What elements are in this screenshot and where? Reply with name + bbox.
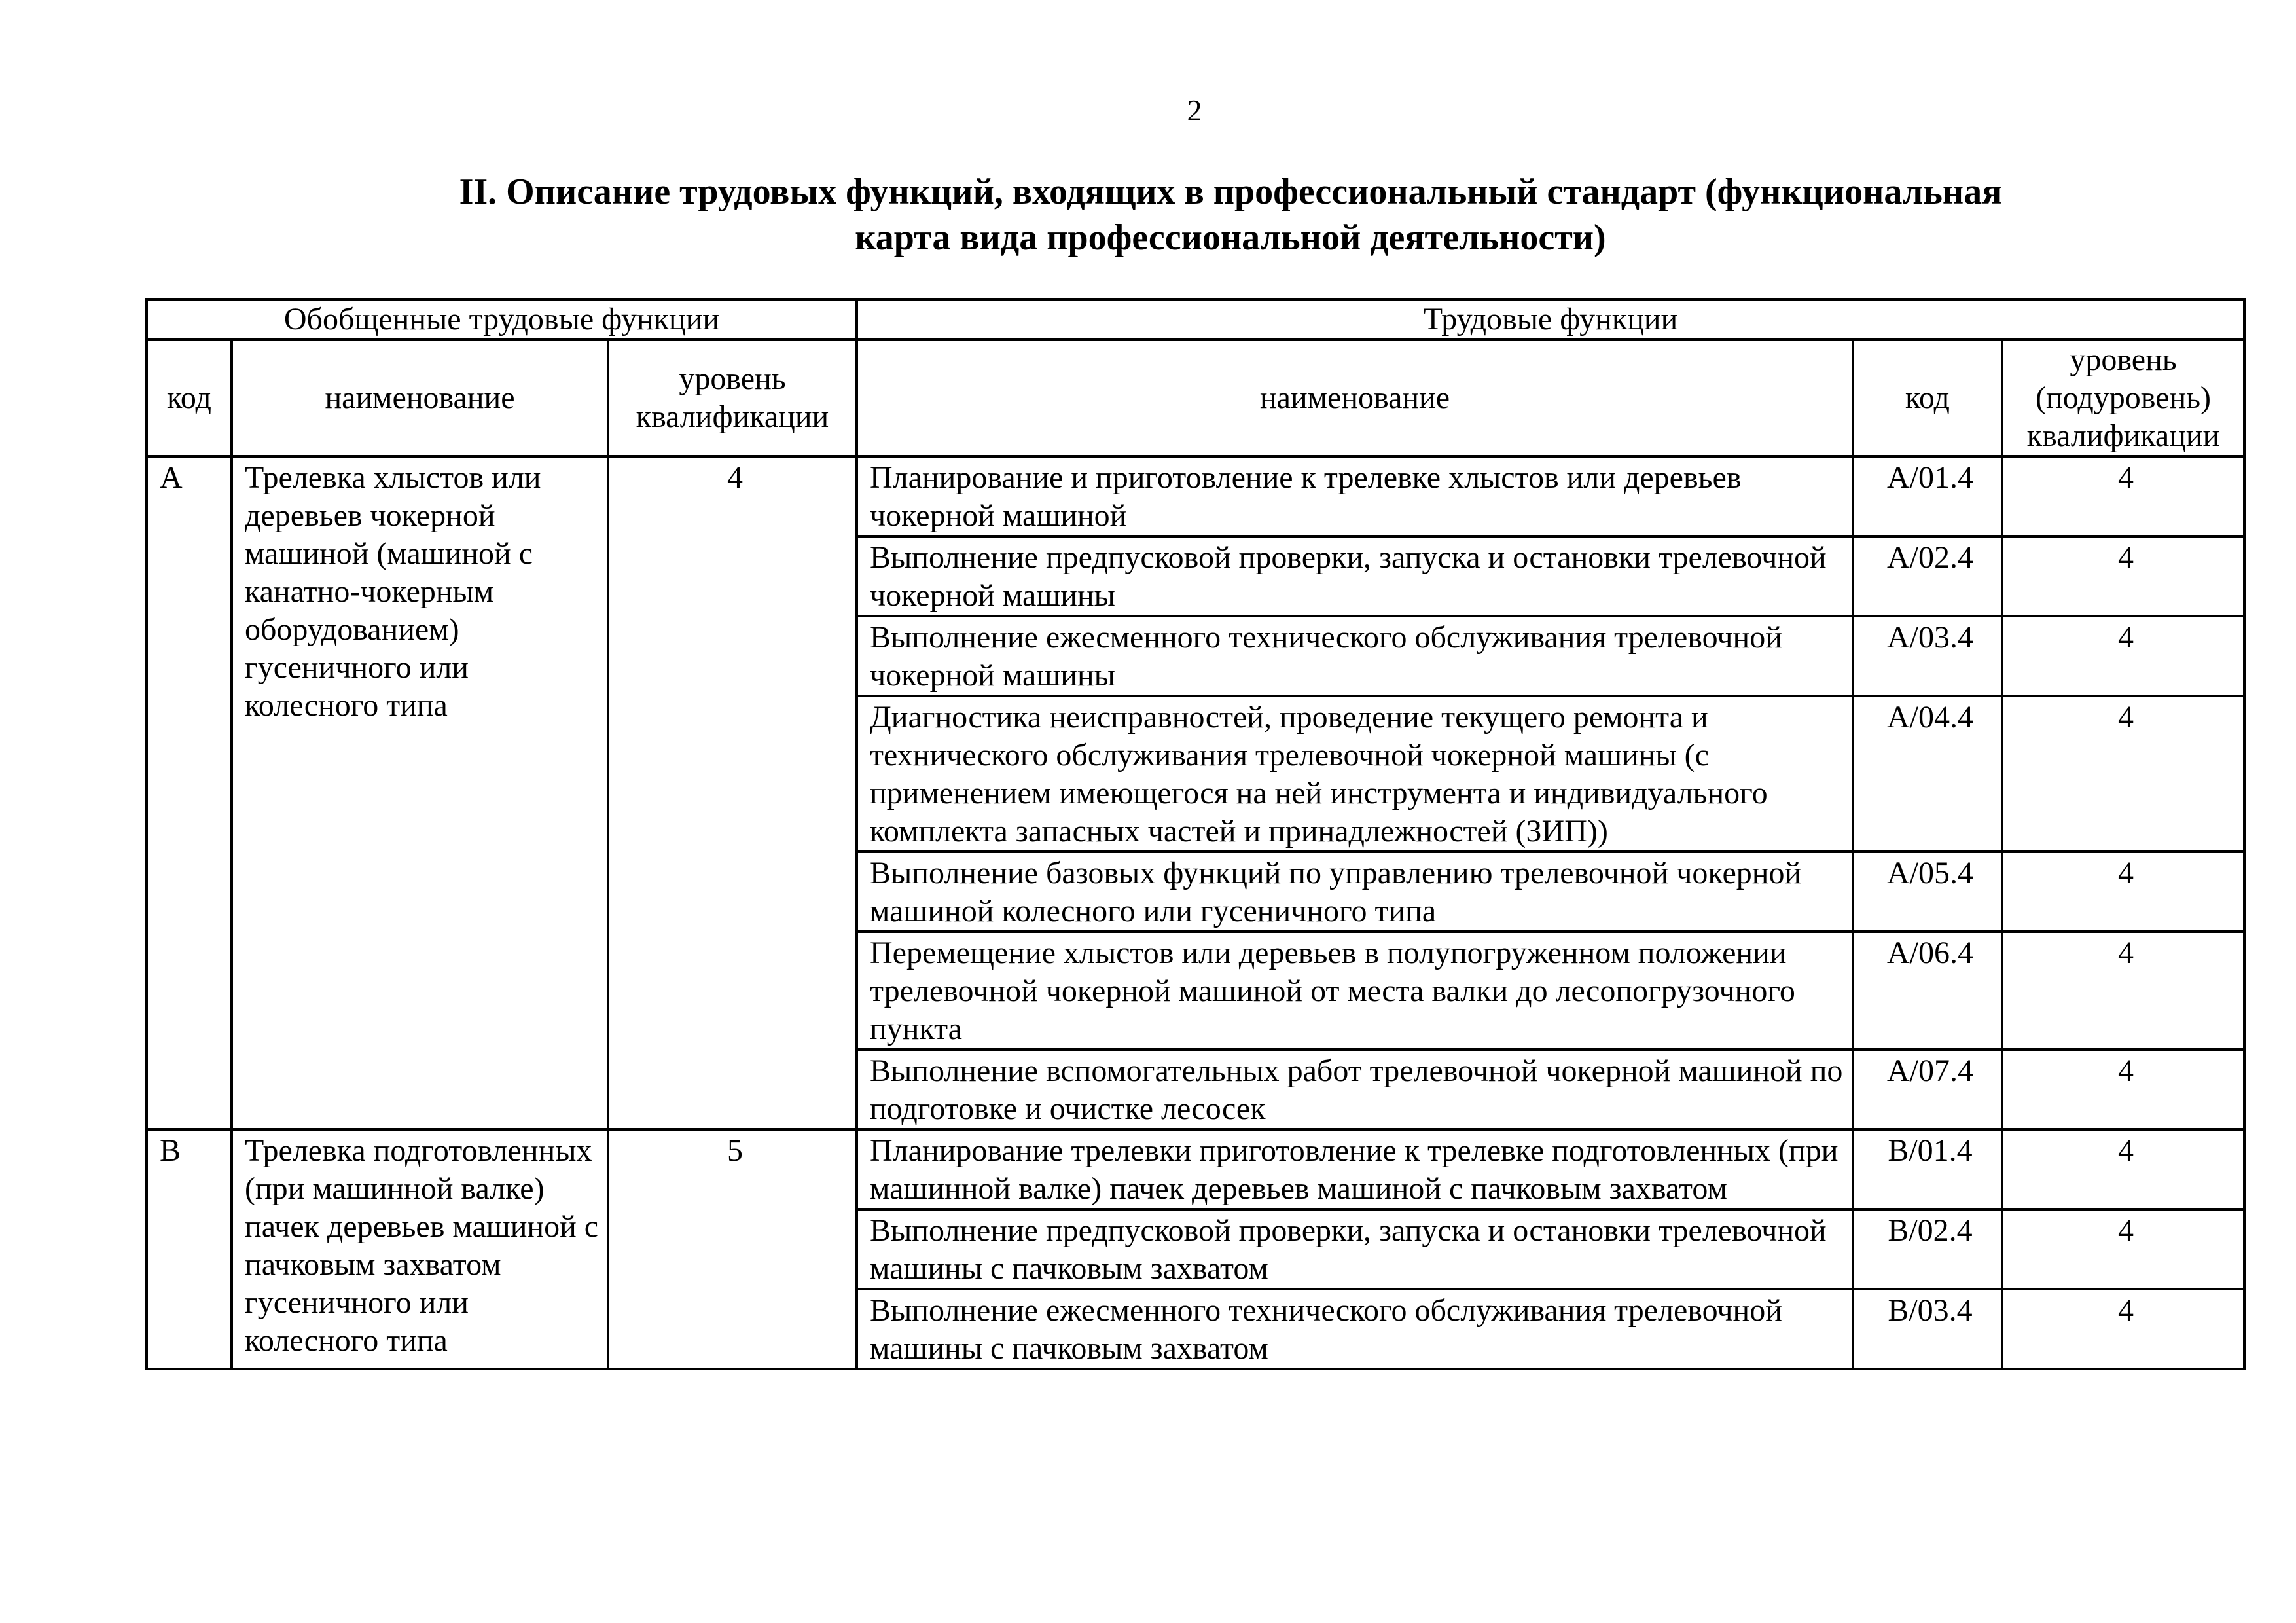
tf-code: В/02.4 [1853,1209,2002,1289]
gtf-level: 5 [608,1129,857,1369]
tf-level: 4 [2002,852,2244,932]
tf-level: 4 [2002,1049,2244,1129]
tf-code: А/05.4 [1853,852,2002,932]
tf-level: 4 [2002,1209,2244,1289]
col-header-code: код [147,340,232,456]
tf-level: 4 [2002,696,2244,852]
tf-name: Выполнение ежесменного технического обслуживания трелевочной чокерной машины [857,616,1853,696]
section-title [353,169,2108,261]
tf-level: 4 [2002,536,2244,616]
tf-code: А/03.4 [1853,616,2002,696]
tf-name: Диагностика неисправностей, проведение текущего ремонта и технического обслуживания трелевочной чокерной машины (с применением имеющегося на ней инструмента и индивидуального комплекта запасных частей и принадлежностей (ЗИП)) [857,696,1853,852]
tf-name: Выполнение ежесменного технического обслуживания трелевочной машины с пачковым захватом [857,1289,1853,1369]
functional-map-table [145,298,2246,1370]
generalized-functions-header: Обобщенные трудовые функции [147,299,857,340]
tf-name: Выполнение предпусковой проверки, запуска и остановки трелевочной машины с пачковым захватом [857,1209,1853,1289]
tf-level: 4 [2002,932,2244,1049]
tf-code: А/07.4 [1853,1049,2002,1129]
col-header-tf-name: наименование [857,340,1853,456]
gtf-name: Трелевка подготовленных (при машинной валке) пачек деревьев машиной с пачковым захватом гусеничного или колесного типа [232,1129,608,1369]
tf-level: 4 [2002,1129,2244,1209]
tf-name: Выполнение предпусковой проверки, запуска и остановки трелевочной чокерной машины [857,536,1853,616]
gtf-name: Трелевка хлыстов или деревьев чокерной машиной (машиной с канатно-чокерным оборудованием) гусеничного или колесного типа [232,456,608,1129]
tf-name: Перемещение хлыстов или деревьев в полупогруженном положении трелевочной чокерной машиной от места валки до лесопогрузочного пункта [857,932,1853,1049]
gtf-code: В [147,1129,232,1369]
tf-code: В/01.4 [1853,1129,2002,1209]
col-header-name: наименование [232,340,608,456]
col-header-level: уровень квалификации [608,340,857,456]
section-title-line-1: II. Описание трудовых функций, входящих в профессиональный стандарт (функциональная [459,172,2002,212]
labor-functions-header: Трудовые функции [857,299,2244,340]
tf-code: А/01.4 [1853,456,2002,536]
tf-name: Выполнение базовых функций по управлению трелевочной чокерной машиной колесного или гусеничного типа [857,852,1853,932]
tf-name: Планирование трелевки приготовление к трелевке подготовленных (при машинной валке) пачек деревьев машиной с пачковым захватом [857,1129,1853,1209]
tf-name: Планирование и приготовление к трелевке хлыстов или деревьев чокерной машиной [857,456,1853,536]
section-title-line-2: карта вида профессиональной деятельности) [855,217,1606,258]
page-number: 2 [1187,94,1202,127]
table-row [147,1129,2244,1209]
tf-code: А/06.4 [1853,932,2002,1049]
tf-code: В/03.4 [1853,1289,2002,1369]
gtf-level: 4 [608,456,857,1129]
tf-code: А/02.4 [1853,536,2002,616]
col-header-tf-code: код [1853,340,2002,456]
tf-level: 4 [2002,1289,2244,1369]
tf-name: Выполнение вспомогательных работ трелевочной чокерной машиной по подготовке и очистке лесосек [857,1049,1853,1129]
tf-code: А/04.4 [1853,696,2002,852]
col-header-tf-level: уровень (подуровень) квалификации [2002,340,2244,456]
tf-level: 4 [2002,456,2244,536]
table-row [147,456,2244,536]
gtf-code: А [147,456,232,1129]
tf-level: 4 [2002,616,2244,696]
